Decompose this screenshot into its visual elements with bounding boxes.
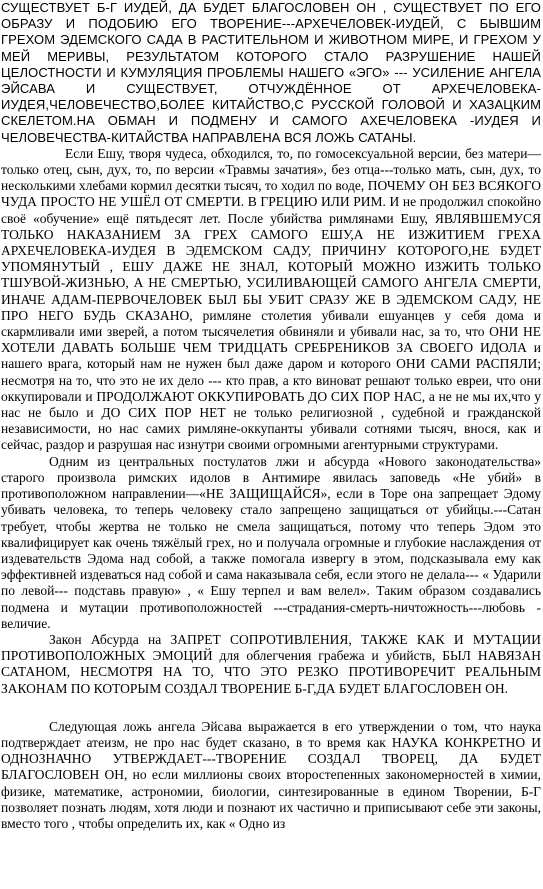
paragraph-5: Следующая ложь ангела Эйсава выражается в его утверждении о том, что наука подтверждает атеизм, не про нас будет сказано, в то время как НАУКА КОНКРЕТНО И ОДНОЗНАЧНО УТВЕРЖДАЕТ---ТВОРЕНИЕ СОЗДАЛ ТВОРЕЦ, ДА БУДЕТ БЛАГОСЛОВЕН ОН, но если миллионы своих второстепенных закономерностей в химии, физике, математике, астрономии, биологии, синтезированные в едином Творении, Б-Г позволяет познать людям, хотя люди и познают их частично и приписывают себе эти законы, вместо того , чтобы определить их, как « Одно из: [1, 718, 541, 831]
paragraph-1: СУЩЕСТВУЕТ Б-Г ИУДЕЙ, ДА БУДЕТ БЛАГОСЛОВЕН ОН , СУЩЕСТВУЕТ ПО ЕГО ОБРАЗУ И ПОДОБИЮ ЕГО ТВОРЕНИЕ---АРХЕЧЕЛОВЕК-ИУДЕЙ, С БЫВШИМ ГРЕХОМ ЭДЕМСКОГО САДА В РАСТИТЕЛЬНОМ И ЖИВОТНОМ МИРЕ, И ГРЕХОМ У МЕЙ МЕРИВЫ, РЕЗУЛЬТАТОМ КОТОРОГО СТАЛО РАЗРУШЕНИЕ НАШЕЙ ЦЕЛОСТНОСТИ И КУМУЛЯЦИЯ ПРОБЛЕМЫ НАШЕГО «ЭГО» --- УСИЛЕНИЕ АНГЕЛА ЭЙСАВА И СУЩЕСТВУЕТ, ОТЧУЖДЁННОЕ ОТ АРХЕЧЕЛОВЕКА-ИУДЕЯ,ЧЕЛОВЕЧЕСТВО,БОЛЕЕ КИТАЙСТВО,С РУССКОЙ ГОЛОВОЙ И ХАЗАЦКИМ СКЕЛЕТОМ.НА ОБМАН И ПОДМЕНУ И САМОГО АХЕЧЕЛОВЕКА -ИУДЕЯ И ЧЕЛОВЕЧЕСТВА-КИТАЙСТВА НАПРАВЛЕНА ВСЯ ЛОЖЬ САТАНЫ.: [1, 0, 541, 145]
paragraph-3: Одним из центральных постулатов лжи и абсурда «Нового законодательства» старого произвола римских идолов в Антимире явилась заповедь «Не убий» в противоположном направлении—«НЕ ЗАЩИЩАЙСЯ», если в Торе она запрещает Эдому убивать человека, то теперь человеку стало запрещено защищаться от убийцы.---Сатан требует, чтобы жертва не только не смела защищаться, потому что теперь Эдом это квалифицирует как очень тяжёлый грех, но и получала огромные и глубокие наслаждения от издевательств Эдома над собой, а также помогала извергу в этом, подсказывала ему как эффективней издеваться над собой и сама наказывала себя, если этого не делала--- « Ударили по левой--- подставь правую» , « Ешу терпел и вам велел». Таким образом создавались подмена и мутации противоположностей ---страдания-смерть-ничтожность---любовь - величие.: [1, 453, 541, 631]
document-page: [1, 0, 541, 832]
paragraph-2: Если Ешу, творя чудеса, обходился, то, по гомосексуальной версии, без матери—только отец, сын, дух, то, по версии «Травмы зачатия», без отца---только мать, сын, дух, то несколькими хлебами кормил десятки тысяч, то ходил по воде, ПОЧЕМУ ОН БЕЗ ВСЯКОГО ЧУДА ПРОСТО НЕ УШЁЛ ОТ СМЕРТИ. В ГРЕЦИЮ ИЛИ РИМ. И не продолжил спокойно своё «обучение» ещё пятьдесят лет. После убийства римлянами Ешу, ЯВЛЯВШЕМУСЯ ТОЛЬКО НАКАЗАНИЕМ ЗА ГРЕХ САМОГО ЕШУ,А НЕ ИЗЖИТИЕМ ГРЕХА АРХЕЧЕЛОВЕКА-ИУДЕЯ В ЭДЕМСКОМ САДУ, ПРИЧИНУ КОТОРОГО,НЕ БУДЕТ УПОМЯНУТЫЙ , ЕШУ ДАЖЕ НЕ ЗНАЛ, КОТОРЫЙ МОЖНО ИЗЖИТЬ ТОЛЬКО ТШУВОЙ-ЖИЗНЬЮ, А НЕ СМЕРТЬЮ, УСИЛИВАЮЩЕЙ САМОГО АНГЕЛА СМЕРТИ, ИНАЧЕ АДАМ-ПЕРВОЧЕЛОВЕК БЫЛ БЫ УБИТ СРАЗУ ЖЕ В ЭДЕМСКОМ САДУ, НЕ ПРО НЕГО БУДЬ СКАЗАНО, римляне столетия убивали ешуанцев у себя дома и скармливали ими зверей, а потом тысячелетия обвиняли и убивали нас, за то, что ОНИ НЕ ХОТЕЛИ ДАВАТЬ БОЛЬШЕ ЧЕМ ТРИДЦАТЬ СРЕБРЕНИКОВ ЗА СВОЕГО ИДОЛА и нашего врага, который нам не нужен был даже даром и которого ОНИ САМИ РАСПЯЛИ; несмотря на то, что это не их дело --- кто прав, а кто виноват решают только евреи, что они оккупировали и ПРОДОЛЖАЮТ ОККУПИРОВАТЬ ДО СИХ ПОР НАС, а не не мы их,что у нас не было и ДО СИХ ПОР НЕТ не только религиозной , судебной и гражданской независимости, но нас самих римляне-оккупанты убивали сотнями тысяч, внося, как и сейчас, раздор и разрушая нас изнутри своими огромными агентурными структурами.: [1, 145, 541, 453]
paragraph-gap: [1, 697, 541, 719]
paragraph-4: Закон Абсурда на ЗАПРЕТ СОПРОТИВЛЕНИЯ, ТАКЖЕ КАК И МУТАЦИИ ПРОТИВОПОЛОЖНЫХ ЭМОЦИЙ для облегчения грабежа и убийств, БЫЛ НАВЯЗАН САТАНОМ, НЕСМОТРЯ НА ТО, ЧТО ЭТО РЕЗКО ПРОТИВОРЕЧИТ РЕАЛЬНЫМ ЗАКОНАМ ПО КОТОРЫМ СОЗДАЛ ТВОРЕНИЕ Б-Г,ДА БУДЕТ БЛАГОСЛОВЕН ОН.: [1, 631, 541, 696]
